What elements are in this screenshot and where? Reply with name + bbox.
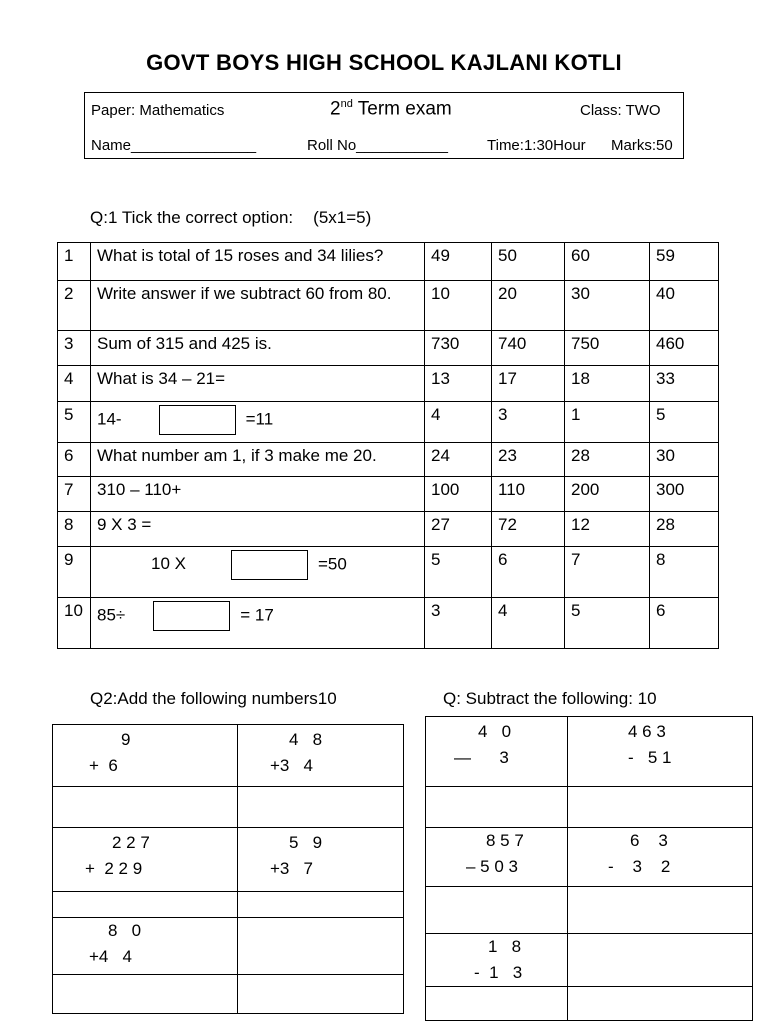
- question-row: [58, 366, 719, 402]
- subtraction-table: [425, 716, 753, 1021]
- name-field: Name_______________: [91, 137, 257, 154]
- question-row: [58, 512, 719, 547]
- option-cell[interactable]: 10: [425, 281, 492, 331]
- option-cell[interactable]: 59: [650, 243, 719, 281]
- option-cell[interactable]: 23: [492, 443, 565, 477]
- question-row: [58, 281, 719, 331]
- time-label: Time:1:30Hour: [487, 137, 586, 154]
- option-cell[interactable]: 33: [650, 366, 719, 402]
- option-cell[interactable]: 50: [492, 243, 565, 281]
- option-cell[interactable]: 24: [425, 443, 492, 477]
- option-cell[interactable]: 100: [425, 477, 492, 512]
- option-cell[interactable]: 12: [565, 512, 650, 547]
- question-number: 1: [58, 243, 91, 281]
- answer-box[interactable]: [153, 601, 230, 631]
- option-cell[interactable]: 6: [492, 547, 565, 598]
- class-label: Class: TWO: [580, 102, 661, 119]
- option-cell[interactable]: 3: [492, 402, 565, 443]
- subtraction-problem-2: 4 6 3 - 5 1: [568, 717, 753, 787]
- option-cell[interactable]: 200: [565, 477, 650, 512]
- question-text: 10 X =50: [91, 547, 425, 598]
- question-text: Write answer if we subtract 60 from 80.: [91, 281, 425, 331]
- question-number: 3: [58, 331, 91, 366]
- question-row: [58, 443, 719, 477]
- subtraction-problem-1: 4 0 — 3: [426, 717, 568, 787]
- question-number: 5: [58, 402, 91, 443]
- option-cell[interactable]: 730: [425, 331, 492, 366]
- answer-cell[interactable]: [53, 892, 238, 918]
- subtraction-problem-3: 8 5 7 – 5 0 3: [426, 828, 568, 887]
- option-cell[interactable]: 1: [565, 402, 650, 443]
- q2-heading: Q2:Add the following numbers10: [90, 689, 337, 708]
- option-cell[interactable]: 7: [565, 547, 650, 598]
- roll-field: Roll No___________: [307, 137, 448, 154]
- option-cell[interactable]: 300: [650, 477, 719, 512]
- addition-problem-4: 5 9 +3 7: [238, 828, 404, 892]
- answer-box[interactable]: [231, 550, 308, 580]
- question-number: 7: [58, 477, 91, 512]
- subtraction-problem-4: 6 3 - 3 2: [568, 828, 753, 887]
- option-cell[interactable]: 60: [565, 243, 650, 281]
- option-cell[interactable]: 28: [565, 443, 650, 477]
- q3-heading: Q: Subtract the following: 10: [443, 689, 657, 708]
- question-number: 8: [58, 512, 91, 547]
- question-row: [58, 402, 719, 443]
- option-cell[interactable]: 5: [650, 402, 719, 443]
- q1-table: [57, 242, 719, 649]
- question-text: What is 34 – 21=: [91, 366, 425, 402]
- addition-table: [52, 724, 404, 1014]
- answer-cell[interactable]: [426, 887, 568, 934]
- option-cell[interactable]: 6: [650, 598, 719, 649]
- option-cell[interactable]: 110: [492, 477, 565, 512]
- option-cell[interactable]: 5: [425, 547, 492, 598]
- question-number: 6: [58, 443, 91, 477]
- addition-problem-3: 2 2 7 + 2 2 9: [53, 828, 238, 892]
- question-text: 85÷ = 17: [91, 598, 425, 649]
- option-cell[interactable]: 3: [425, 598, 492, 649]
- option-cell[interactable]: 4: [425, 402, 492, 443]
- subtraction-problem-5: 1 8 - 1 3: [426, 934, 568, 987]
- answer-cell[interactable]: [53, 787, 238, 828]
- q1-heading: Q:1 Tick the correct option: (5x1=5): [90, 208, 372, 227]
- term-label: 2nd Term exam: [330, 98, 452, 120]
- answer-box[interactable]: [159, 405, 236, 435]
- option-cell[interactable]: 8: [650, 547, 719, 598]
- question-row: [58, 243, 719, 281]
- answer-cell[interactable]: [238, 892, 404, 918]
- question-number: 4: [58, 366, 91, 402]
- question-number: 2: [58, 281, 91, 331]
- question-number: 9: [58, 547, 91, 598]
- addition-problem-2: 4 8 +3 4: [238, 725, 404, 787]
- paper-label: Paper: Mathematics: [91, 102, 225, 119]
- addition-problem-5: 8 0 +4 4: [53, 918, 238, 975]
- question-text: Sum of 315 and 425 is.: [91, 331, 425, 366]
- option-cell[interactable]: 27: [425, 512, 492, 547]
- answer-cell[interactable]: [426, 987, 568, 1021]
- option-cell[interactable]: 49: [425, 243, 492, 281]
- answer-cell[interactable]: [426, 787, 568, 828]
- question-text: What number am 1, if 3 make me 20.: [91, 443, 425, 477]
- answer-cell[interactable]: [568, 787, 753, 828]
- school-title: GOVT BOYS HIGH SCHOOL KAJLANI KOTLI: [146, 50, 622, 75]
- question-row: [58, 477, 719, 512]
- option-cell[interactable]: 20: [492, 281, 565, 331]
- option-cell[interactable]: 740: [492, 331, 565, 366]
- answer-cell[interactable]: [238, 787, 404, 828]
- option-cell[interactable]: 18: [565, 366, 650, 402]
- question-number: 10: [58, 598, 91, 649]
- option-cell[interactable]: 17: [492, 366, 565, 402]
- marks-label: Marks:50: [611, 137, 673, 154]
- option-cell[interactable]: 750: [565, 331, 650, 366]
- option-cell[interactable]: 5: [565, 598, 650, 649]
- question-row: [58, 598, 719, 649]
- addition-problem-1: 9 + 6: [53, 725, 238, 787]
- question-text: What is total of 15 roses and 34 lilies?: [91, 243, 425, 281]
- question-text: 9 X 3 =: [91, 512, 425, 547]
- option-cell[interactable]: 460: [650, 331, 719, 366]
- option-cell[interactable]: 28: [650, 512, 719, 547]
- question-row: [58, 547, 719, 598]
- exam-header-box: [84, 92, 684, 159]
- option-cell[interactable]: 13: [425, 366, 492, 402]
- option-cell[interactable]: 30: [650, 443, 719, 477]
- option-cell[interactable]: 40: [650, 281, 719, 331]
- answer-cell[interactable]: [53, 975, 238, 1014]
- question-row: [58, 331, 719, 366]
- option-cell[interactable]: 72: [492, 512, 565, 547]
- question-text: 14- =11: [91, 402, 425, 443]
- option-cell[interactable]: 30: [565, 281, 650, 331]
- answer-cell[interactable]: [568, 887, 753, 934]
- option-cell[interactable]: 4: [492, 598, 565, 649]
- question-text: 310 – 110+: [91, 477, 425, 512]
